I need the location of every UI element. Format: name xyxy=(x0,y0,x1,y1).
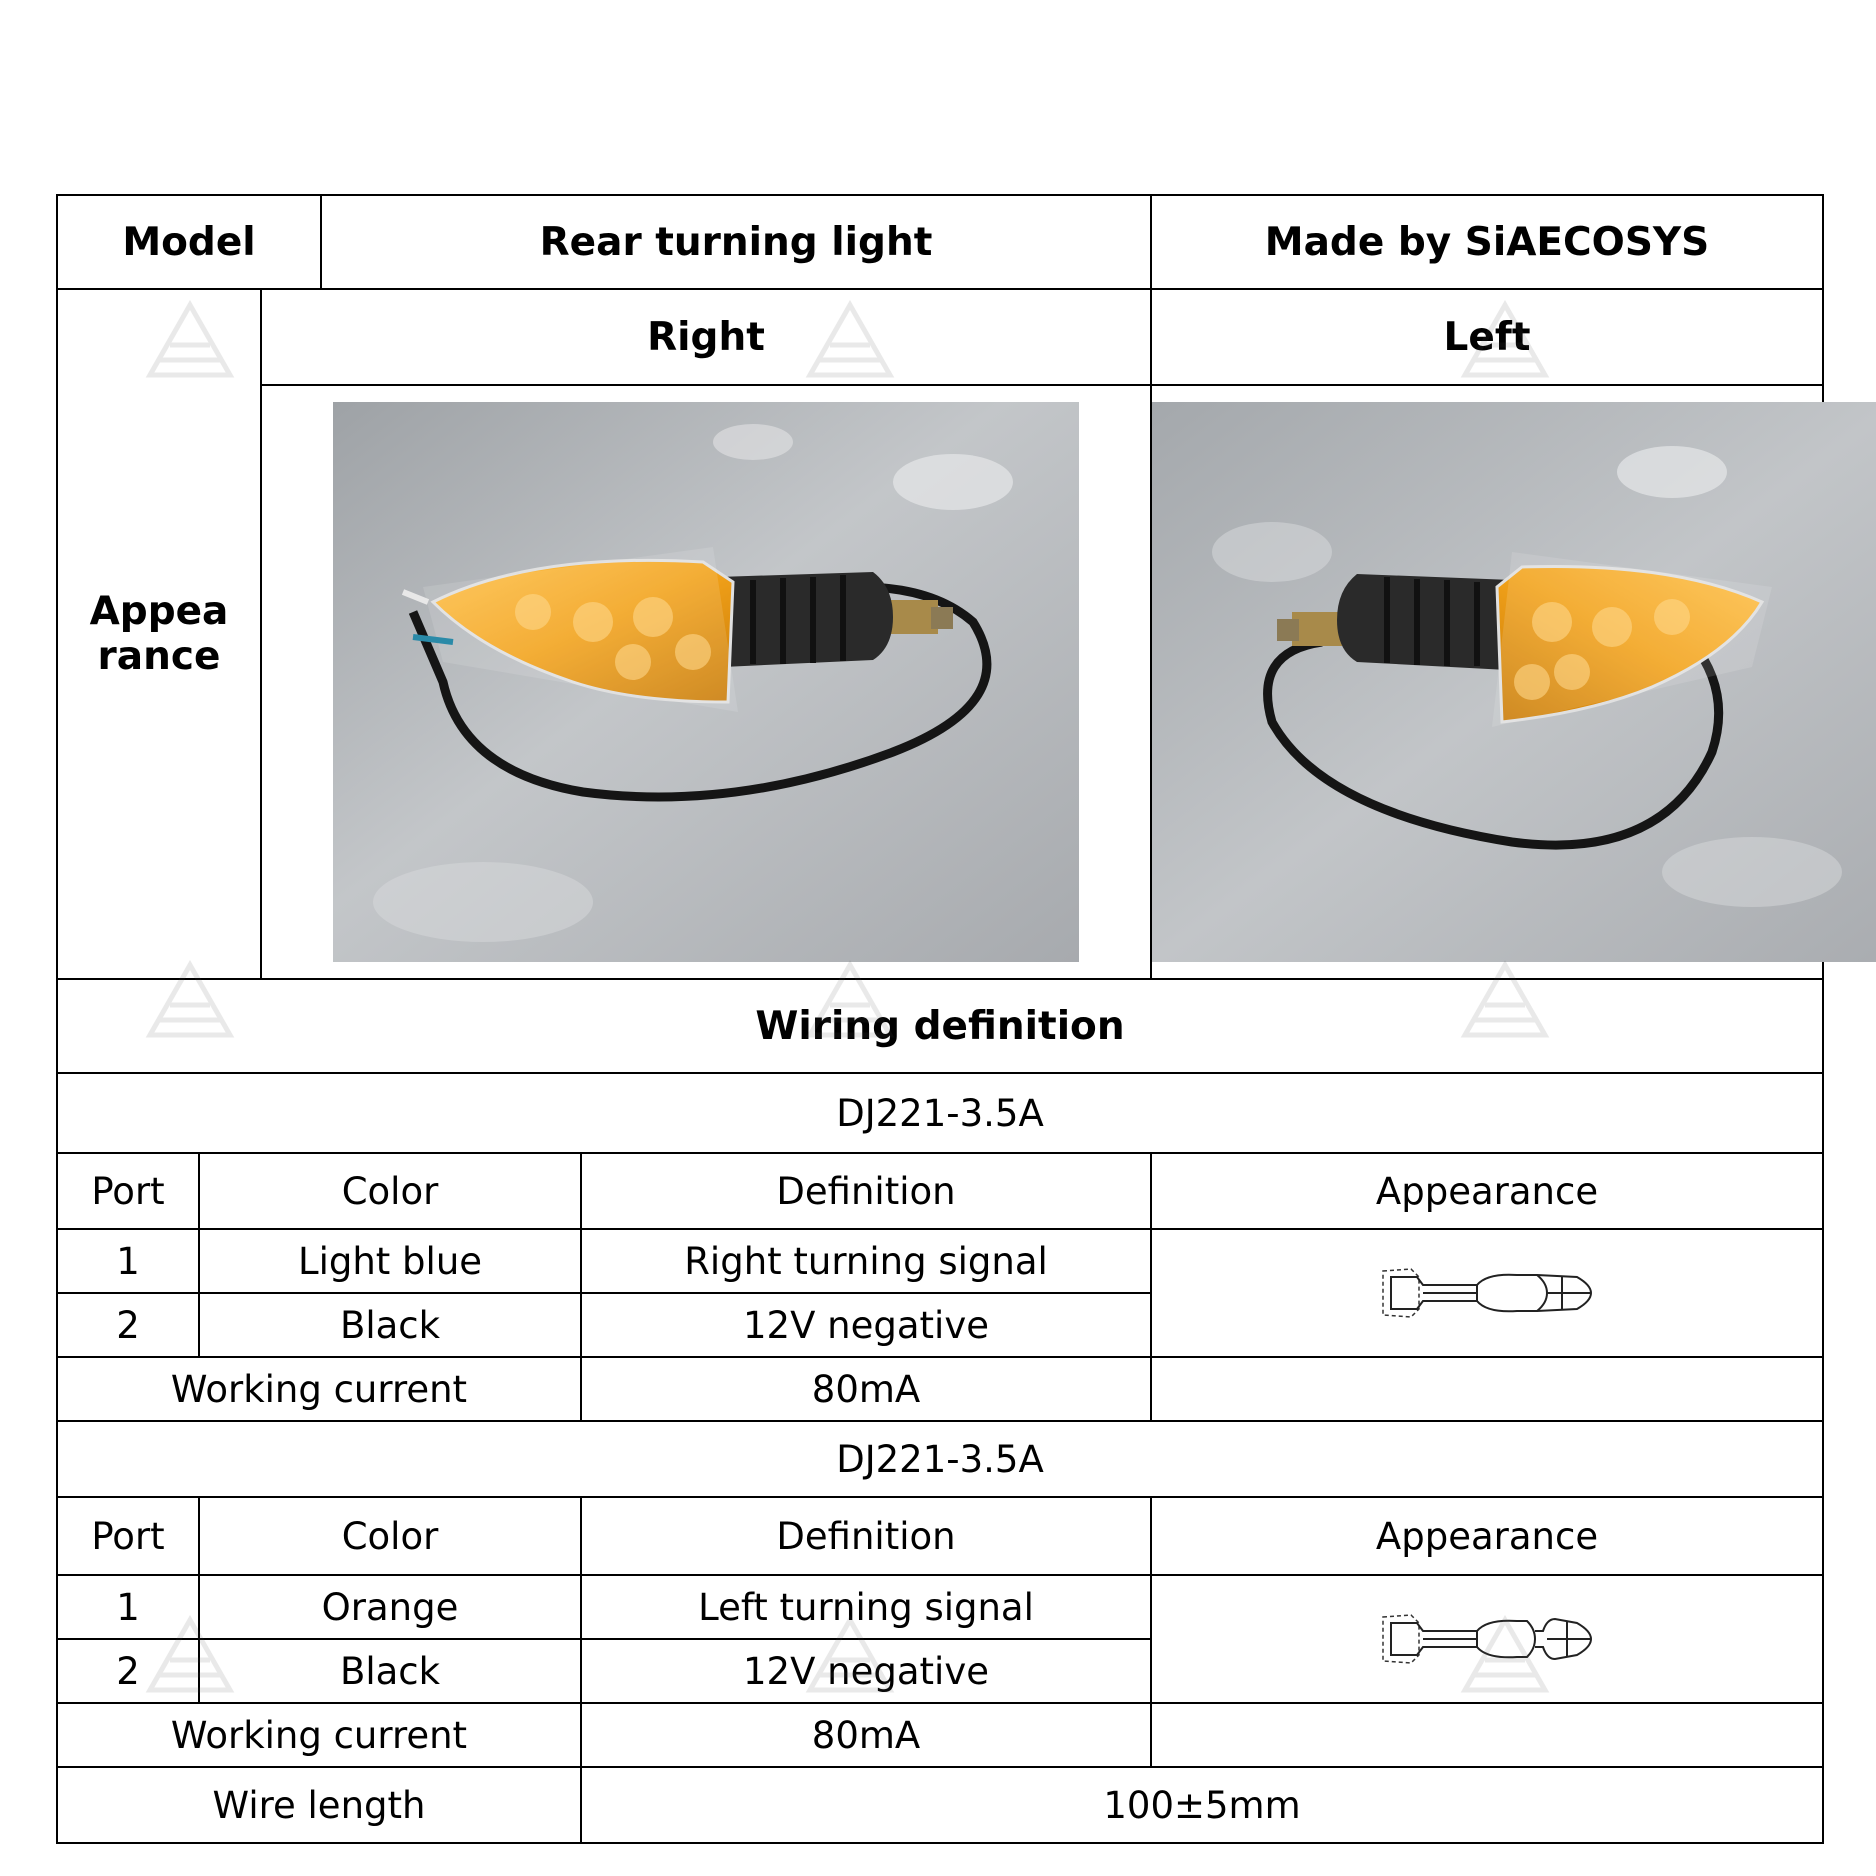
working-current-label-1: Working current xyxy=(57,1357,581,1421)
wiring-title: Wiring definition xyxy=(57,979,1823,1073)
port-header-2: Port xyxy=(57,1497,199,1575)
definition-cell: Left turning signal xyxy=(581,1575,1151,1639)
model-value: Rear turning light xyxy=(321,195,1151,289)
model-label: Model xyxy=(57,195,321,289)
appearance-header-1: Appearance xyxy=(1151,1153,1823,1229)
empty-cell xyxy=(1151,1703,1823,1767)
appearance-label-line2: rance xyxy=(97,634,221,679)
watermark-logo-icon xyxy=(1455,300,1555,380)
connector-model-1: DJ221-3.5A xyxy=(57,1073,1823,1153)
left-turn-light-photo xyxy=(1152,402,1876,962)
port-cell: 1 xyxy=(57,1575,199,1639)
empty-cell xyxy=(1151,1357,1823,1421)
watermark-logo-icon xyxy=(140,300,240,380)
color-header-1: Color xyxy=(199,1153,581,1229)
color-cell: Light blue xyxy=(199,1229,581,1293)
right-photo-cell xyxy=(261,385,1151,979)
working-current-value-2: 80mA xyxy=(581,1703,1151,1767)
port-header-1: Port xyxy=(57,1153,199,1229)
working-current-label-2: Working current xyxy=(57,1703,581,1767)
definition-cell: Right turning signal xyxy=(581,1229,1151,1293)
wire-length-label: Wire length xyxy=(57,1767,581,1843)
connector-model-2: DJ221-3.5A xyxy=(57,1421,1823,1497)
definition-header-2: Definition xyxy=(581,1497,1151,1575)
appearance-label xyxy=(57,289,261,979)
watermark-logo-icon xyxy=(1455,1615,1555,1695)
maker-label: Made by SiAECOSYS xyxy=(1151,195,1823,289)
connector-drawing-icon xyxy=(1377,1263,1597,1323)
watermark-logo-icon xyxy=(140,960,240,1040)
watermark-logo-icon xyxy=(140,1615,240,1695)
spec-table xyxy=(56,194,1824,1844)
definition-cell: 12V negative xyxy=(581,1639,1151,1703)
watermark-logo-icon xyxy=(800,960,900,1040)
right-label: Right xyxy=(261,289,1151,385)
working-current-value-1: 80mA xyxy=(581,1357,1151,1421)
appearance-header-2: Appearance xyxy=(1151,1497,1823,1575)
left-photo-cell xyxy=(1151,385,1823,979)
color-cell: Black xyxy=(199,1639,581,1703)
watermark-logo-icon xyxy=(800,1615,900,1695)
color-cell: Black xyxy=(199,1293,581,1357)
watermark-logo-icon xyxy=(1455,960,1555,1040)
port-cell: 2 xyxy=(57,1639,199,1703)
right-turn-light-photo xyxy=(333,402,1079,962)
left-label: Left xyxy=(1151,289,1823,385)
color-header-2: Color xyxy=(199,1497,581,1575)
color-cell: Orange xyxy=(199,1575,581,1639)
appearance-label-line1: Appea xyxy=(89,589,229,634)
watermark-logo-icon xyxy=(800,300,900,380)
definition-cell: 12V negative xyxy=(581,1293,1151,1357)
definition-header-1: Definition xyxy=(581,1153,1151,1229)
port-cell: 1 xyxy=(57,1229,199,1293)
wire-length-value: 100±5mm xyxy=(581,1767,1823,1843)
connector-drawing-cell-1 xyxy=(1151,1229,1823,1357)
port-cell: 2 xyxy=(57,1293,199,1357)
